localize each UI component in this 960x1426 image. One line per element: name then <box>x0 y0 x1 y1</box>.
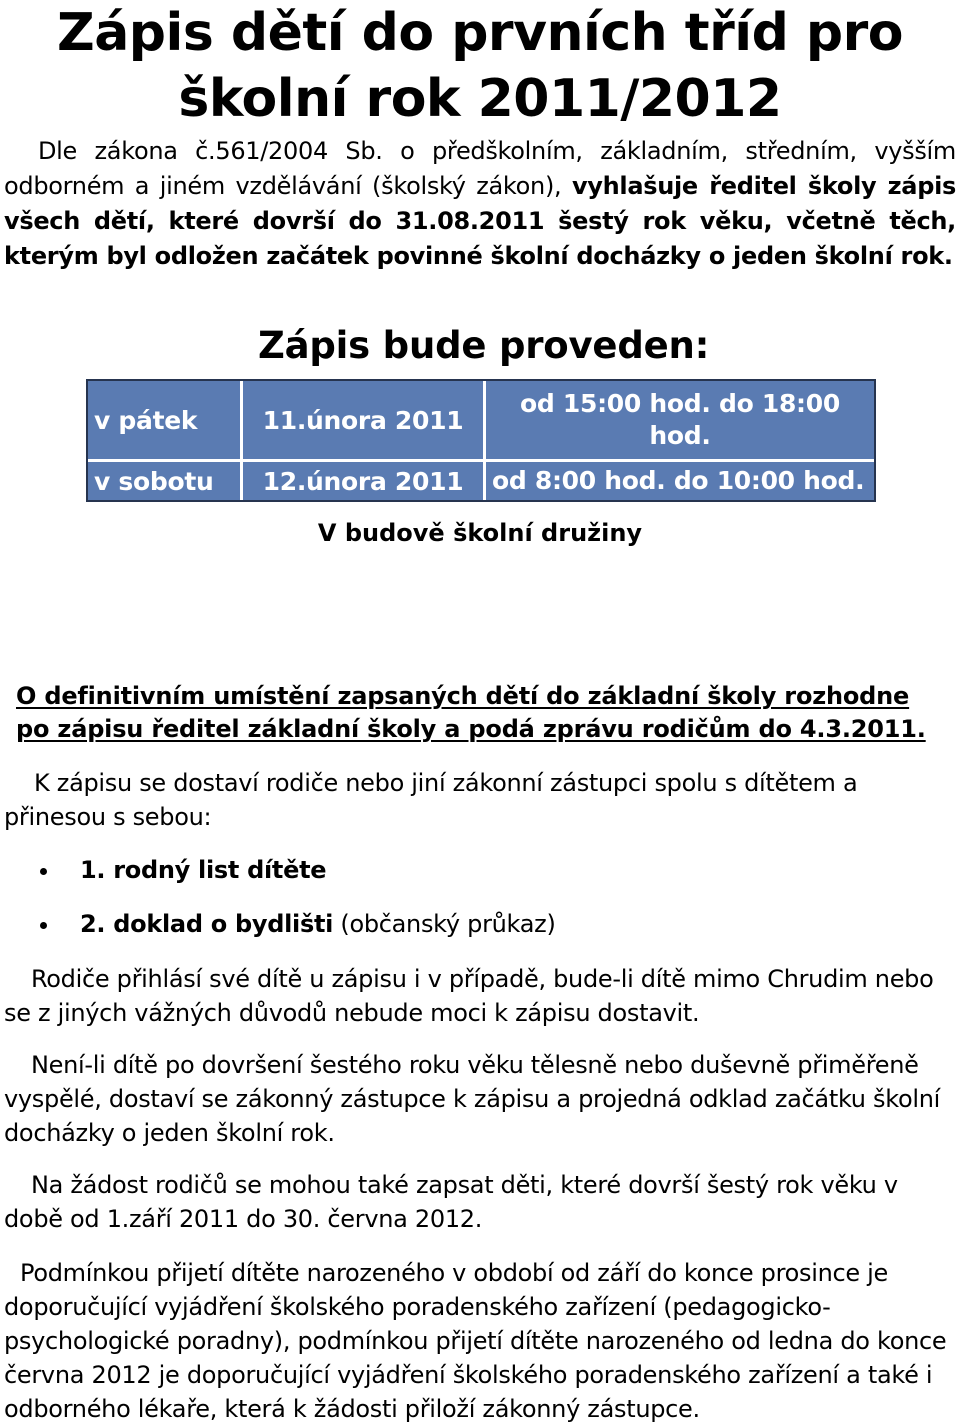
paragraph-zadost <box>4 1168 956 1236</box>
documents-list <box>0 852 960 960</box>
document-note: (občanský průkaz) <box>333 910 556 938</box>
schedule-time: od 8:00 hod. do 10:00 hod. <box>492 466 865 495</box>
document-name: 2. doklad o bydlišti <box>80 910 334 938</box>
paragraph-text: Rodiče přihlásí své dítě u zápisu i v případě, bude-li dítě mimo Chrudim nebo se z jiných vážných důvodů nebude moci k zápisu dostavit. <box>4 965 934 1027</box>
location-text: V budově školní družiny <box>317 519 643 547</box>
schedule-date: 11.února 2011 <box>243 381 486 462</box>
intro-paragraph <box>4 134 956 274</box>
paragraph-text: Není-li dítě po dovršení šestého roku věku tělesně nebo duševně přiměřeně vyspělé, dostaví se zákonný zástupce k zápisu a projedná odklad začátku školní docházky o jeden školní rok. <box>4 1051 941 1147</box>
document-name: 1. rodný list dítěte <box>80 856 327 884</box>
schedule-day: v sobotu <box>88 462 243 500</box>
title-line-1: Zápis dětí do prvních tříd pro <box>56 3 904 63</box>
schedule-date: 12.února 2011 <box>243 462 486 500</box>
intro-normal-text: Dle zákona č.561/2004 Sb. o předškolním, základním, středním, vyšším odborném a jiném vzdělávání (školský zákon), <box>4 137 956 200</box>
definitive-placement-note: O definitivním umístění zapsaných dětí do základní školy rozhodne po zápisu ředitel základní školy a podá zprávu rodičům do 4.3.2011. <box>16 682 926 743</box>
schedule-day: v pátek <box>88 381 243 462</box>
paragraph-podminkou <box>4 1256 956 1426</box>
schedule-row-saturday <box>88 462 874 500</box>
title-line-2: školní rok 2011/2012 <box>178 69 782 129</box>
list-item <box>0 906 960 942</box>
bring-intro-paragraph <box>4 766 956 834</box>
schedule-table <box>86 379 876 502</box>
paragraph-rodice <box>4 962 956 1030</box>
bullet-icon <box>40 868 47 875</box>
paragraph-neni <box>4 1048 956 1150</box>
schedule-row-friday <box>88 381 874 462</box>
bring-intro-text: K zápisu se dostaví rodiče nebo jiní zákonní zástupci spolu s dítětem a přinesou s sebou: <box>4 769 858 831</box>
bullet-icon <box>40 922 47 929</box>
page-title <box>0 0 960 132</box>
list-item <box>0 852 960 888</box>
paragraph-text: Podmínkou přijetí dítěte narozeného v období od září do konce prosince je doporučující vyjádření školského poradenského zařízení (pedagogicko-psychologické poradny), podmínkou přijetí dítěte narozeného od ledna do konce června 2012 je doporučující vyjádření školského poradenského zařízení a také i odborného lékaře, která k žádosti přiloží zákonný zástupce. <box>4 1259 947 1423</box>
paragraph-text: Na žádost rodičů se mohou také zapsat děti, které dovrší šestý rok věku v době od 1.září 2011 do 30. června 2012. <box>4 1171 898 1233</box>
schedule-time: od 15:00 hod. do 18:00 hod. <box>486 381 874 462</box>
intro-bold-text: vyhlašuje ředitel školy zápis všech dětí, které dovrší do 31.08.2011 šestý rok věku, včetně těch, kterým byl odložen začátek povinné školní docházky o jeden školní rok. <box>4 172 956 270</box>
schedule-heading: Zápis bude proveden: <box>258 324 710 367</box>
